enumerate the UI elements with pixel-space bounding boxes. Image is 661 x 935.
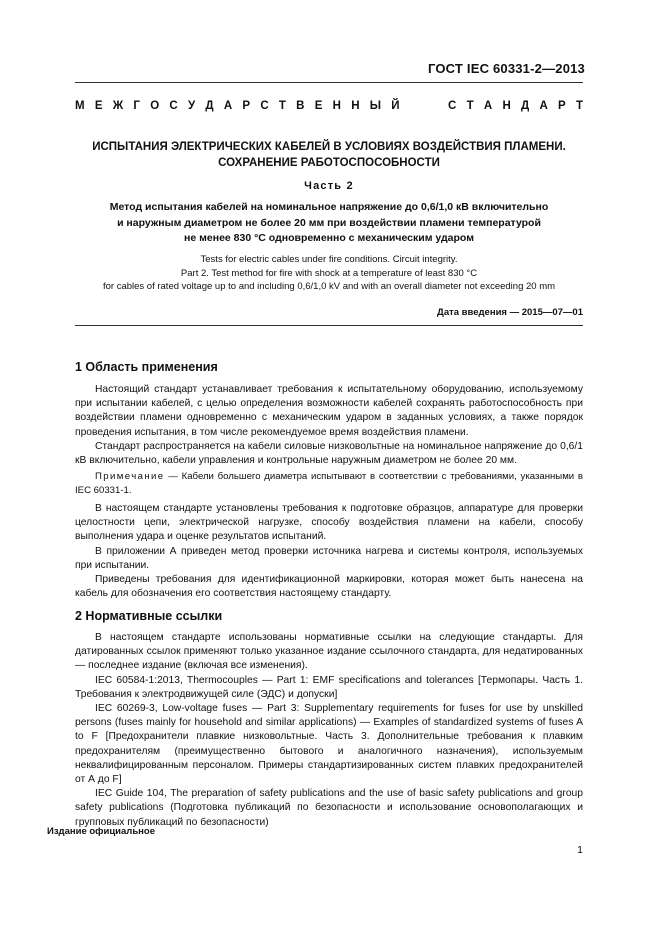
english-line: for cables of rated voltage up to and including 0,6/1,0 kV and with an overall diameter not exceeding 20 mm <box>102 281 556 292</box>
banner-letter: Т <box>278 100 286 112</box>
banner-letter: Г <box>133 100 140 112</box>
paragraph: Приведены требования для идентификационной маркировки, которая может быть нанесена на кабель для обозначения его соответствия настоящему стандарту. <box>75 574 583 600</box>
note <box>75 470 583 497</box>
method-line: и наружным диаметром не более 20 мм при воздействии пламени температурой <box>117 216 541 229</box>
banner-gap <box>410 100 438 112</box>
reference-item: IEC 60269-3, Low-voltage fuses — Part 3: Supplementary requirements for fuses for use by unskilled persons (fuses mainly for household and similar applications) — Examples of standardized systems of fuses A to F [Предохранители плавкие низковольтные. Часть 3. Дополнительные требования к плавким предохранителям (преимущественно бытового и аналогичного назначения), используемым неквалифицированным персоналом. Примеры стандартизированных систем плавких предохранителей от А до F] <box>75 703 583 786</box>
banner-letter: О <box>150 100 160 112</box>
banner-letter: С <box>260 100 269 112</box>
banner-letter: С <box>169 100 178 112</box>
banner-letter: Н <box>502 100 511 112</box>
english-title <box>75 253 583 294</box>
paragraph: Стандарт распространяется на кабели силовые низковольтные на номинальное напряжение до 0,6/1 кВ включительно, кабели управления и контрольные наружным диаметром не более 20 мм. <box>75 440 583 467</box>
document-number: ГОСТ IEC 60331-2—2013 <box>427 61 585 76</box>
banner-letter: Й <box>391 100 400 112</box>
paragraph: В настоящем стандарте установлены требования к подготовке образцов, аппаратуре для проверки целостности цепи, электрической нагрузке, способу воздействия пламени на кабели, способу выполнения удара и оценке результатов испытаний. <box>75 503 583 543</box>
reference-item: IEC 60584-1:2013, Thermocouples — Part 1: EMF specifications and tolerances [Термопары. Часть 1. Требования к электродвижущей силе (ЭДС) и допуски] <box>75 674 583 700</box>
banner-letter: М <box>75 100 85 112</box>
banner-letter: А <box>483 100 493 112</box>
banner-letter: У <box>187 100 196 112</box>
note-text: — Кабели большего диаметра испытывают в соответствии с требованиями, указанными в IEC 60331-1. <box>75 471 583 496</box>
scope-text <box>75 383 583 468</box>
banner-letter: Ы <box>369 100 382 112</box>
scope-text-continued <box>75 502 583 601</box>
banner-letter: Е <box>314 100 323 112</box>
paragraph: В настоящем стандарте использованы нормативные ссылки на следующие стандарты. Для датированных ссылок применяют только указанное издание ссылочного стандарта, для недатированных — последнее издание (включая все изменения). <box>75 632 583 672</box>
paragraph: В приложении А приведен метод проверки источника нагрева и системы контроля, используемых при испытании. <box>75 545 583 571</box>
interstate-standard-banner <box>75 100 583 112</box>
paragraph: Настоящий стандарт устанавливает требования к испытательному оборудованию, используемому при испытании кабелей, с целью определения возможности кабелей сохранять работоспособность при воздействии пламени одновременно с механическим ударом в заданных условиях, а также порядок проведения испытания, в том числе рекомендуемое время воздействия пламени. <box>75 384 583 438</box>
reference-item: IEC Guide 104, The preparation of safety publications and the use of basic safety publications and group safety publications (Подготовка публикаций по безопасности и использование основополагающих и групповых публикаций по безопасности) <box>75 788 583 828</box>
header-divider <box>75 82 583 83</box>
part-label: Часть 2 <box>304 180 354 192</box>
banner-letter: Т <box>466 100 474 112</box>
section-heading-scope: 1 Область применения <box>75 360 218 374</box>
banner-letter: Н <box>351 100 360 112</box>
section-heading-normative-references: 2 Нормативные ссылки <box>75 609 223 623</box>
normative-references-text <box>75 631 583 830</box>
banner-letter: Р <box>558 100 566 112</box>
note-label: Примечание <box>95 471 165 482</box>
banner-letter: Т <box>575 100 583 112</box>
title-line: СОХРАНЕНИЕ РАБОТОСПОСОБНОСТИ <box>218 157 440 169</box>
banner-letter: А <box>539 100 548 112</box>
banner-letter: Р <box>242 100 251 112</box>
banner-letter: А <box>223 100 233 112</box>
banner-letter: В <box>296 100 305 112</box>
english-line: Tests for electric cables under fire conditions. Circuit integrity. <box>200 254 458 265</box>
banner-letter: Д <box>521 100 530 112</box>
method-line: Метод испытания кабелей на номинальное напряжение до 0,6/1,0 кВ включительно <box>109 201 549 213</box>
document-title <box>75 139 583 171</box>
introduction-date: Дата введения — 2015—07—01 <box>437 307 583 318</box>
banner-letter: Е <box>94 100 103 112</box>
banner-letter: Ж <box>112 100 124 112</box>
method-subtitle <box>75 200 583 247</box>
official-edition-label: Издание официальное <box>47 826 155 837</box>
title-line: ИСПЫТАНИЯ ЭЛЕКТРИЧЕСКИХ КАБЕЛЕЙ В УСЛОВИЯХ ВОЗДЕЙСТВИЯ ПЛАМЕНИ. <box>92 141 566 153</box>
page-number: 1 <box>577 844 583 856</box>
date-divider <box>75 325 583 326</box>
english-line: Part 2. Test method for fire with shock at a temperature of least 830 °C <box>180 267 478 279</box>
banner-letter: Н <box>332 100 341 112</box>
banner-letter: С <box>448 100 457 112</box>
banner-letter: Д <box>205 100 214 112</box>
method-line: не менее 830 °С одновременно с механическим ударом <box>184 232 474 244</box>
